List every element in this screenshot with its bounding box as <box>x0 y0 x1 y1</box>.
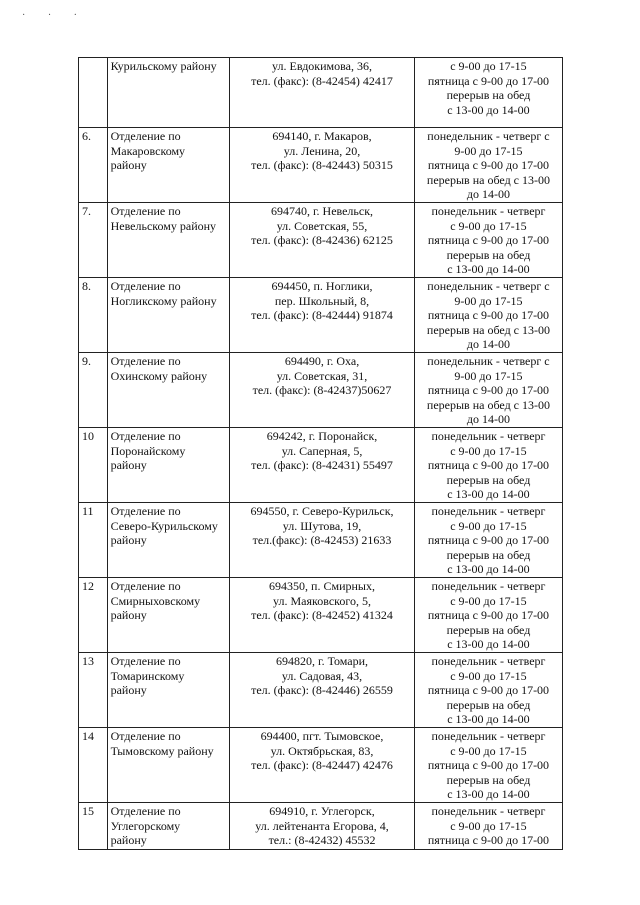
working-hours-line: до 14-00 <box>466 412 511 427</box>
working-hours-line: пятница с 9-00 до 17-00 <box>427 533 550 548</box>
row-number: 6. <box>79 128 108 203</box>
table-row <box>79 653 563 728</box>
working-hours-line: перерыв на обед <box>446 622 531 637</box>
working-hours-line: перерыв на обед <box>446 247 531 262</box>
working-hours-line: пятница с 9-00 до 17-00 <box>427 158 550 173</box>
address-cell <box>230 653 415 728</box>
department-name-cell <box>107 128 230 203</box>
working-hours-line: понедельник - четверг с <box>427 129 550 143</box>
working-hours-line: 9-00 до 17-15 <box>454 143 523 158</box>
department-name-cell <box>107 428 230 503</box>
address-cell <box>230 128 415 203</box>
address-cell <box>230 353 415 428</box>
department-name-line: Углегорскому <box>110 818 181 833</box>
department-name-line: Отделение по <box>110 729 181 743</box>
department-name-line: району <box>110 158 147 173</box>
working-hours-cell <box>414 353 562 428</box>
row-number: 10 <box>79 428 108 503</box>
address-line: ул. Евдокимова, 36, <box>272 59 372 73</box>
department-name-line: району <box>110 608 147 623</box>
working-hours-line: понедельник - четверг <box>431 579 546 593</box>
row-number: 12 <box>79 578 108 653</box>
row-number: 14 <box>79 728 108 803</box>
department-name-line: району <box>110 458 147 473</box>
working-hours-line: пятница с 9-00 до 17-00 <box>427 383 550 398</box>
department-name-cell <box>107 58 230 128</box>
working-hours-line: с 13-00 до 14-00 <box>447 487 530 502</box>
working-hours-line: понедельник - четверг <box>431 654 546 668</box>
department-name-line: Курильскому району <box>110 59 217 73</box>
working-hours-line: пятница с 9-00 до 17-00 <box>427 233 550 248</box>
working-hours-cell <box>414 128 562 203</box>
department-name-line: Ногликскому району <box>110 293 217 308</box>
row-number: 13 <box>79 653 108 728</box>
table-row <box>79 428 563 503</box>
department-name-cell <box>107 503 230 578</box>
address-line: ул. Садовая, 43, <box>281 668 363 683</box>
address-line: тел. (факс): (8-42444) 91874 <box>251 308 393 323</box>
address-line: ул. Шутова, 19, <box>282 518 362 533</box>
working-hours-line: с 13-00 до 14-00 <box>447 562 530 577</box>
address-cell <box>230 728 415 803</box>
working-hours-cell <box>414 728 562 803</box>
working-hours-line: с 9-00 до 17-15 <box>450 743 527 758</box>
table-row <box>79 728 563 803</box>
table-row <box>79 128 563 203</box>
department-name-line: Отделение по <box>110 429 181 443</box>
working-hours-line: с 9-00 до 17-15 <box>450 818 527 833</box>
address-cell <box>230 58 415 128</box>
address-line: тел. (факс): (8-42446) 26559 <box>251 683 393 698</box>
working-hours-line: с 9-00 до 17-15 <box>450 59 527 73</box>
address-cell <box>230 803 415 850</box>
table-row <box>79 503 563 578</box>
working-hours-cell <box>414 58 562 128</box>
working-hours-line: 9-00 до 17-15 <box>454 368 523 383</box>
address-line: тел. (факс): (8-42454) 42417 <box>251 73 393 88</box>
working-hours-cell <box>414 653 562 728</box>
address-line: тел. (факс): (8-42452) 41324 <box>251 608 393 623</box>
department-name-line: Отделение по <box>110 204 181 218</box>
row-number: 9. <box>79 353 108 428</box>
working-hours-line: перерыв на обед <box>446 772 531 787</box>
address-line: тел. (факс): (8-42443) 50315 <box>251 158 393 173</box>
working-hours-line: с 13-00 до 14-00 <box>447 787 530 802</box>
department-name-line: Смирныховскому <box>110 593 201 608</box>
table-row <box>79 58 563 128</box>
address-line: 694740, г. Невельск, <box>270 204 374 218</box>
row-number: 11 <box>79 503 108 578</box>
address-line: тел. (факс): (8-42431) 55497 <box>251 458 393 473</box>
working-hours-line: понедельник - четверг <box>431 429 546 443</box>
table-row <box>79 803 563 850</box>
working-hours-line: перерыв на обед <box>446 697 531 712</box>
working-hours-line: до 14-00 <box>466 187 511 202</box>
department-name-line: Поронайскому <box>110 443 186 458</box>
address-cell <box>230 428 415 503</box>
department-name-line: Отделение по <box>110 129 181 143</box>
working-hours-line: пятница с 9-00 до 17-00 <box>427 683 550 698</box>
working-hours-line: пятница с 9-00 до 17-00 <box>427 833 550 848</box>
working-hours-line: с 9-00 до 17-15 <box>450 218 527 233</box>
table-row <box>79 578 563 653</box>
address-line: 694350, п. Смирных, <box>269 579 375 593</box>
working-hours-line: пятница с 9-00 до 17-00 <box>427 758 550 773</box>
department-name-line: Отделение по <box>110 654 181 668</box>
working-hours-line: с 9-00 до 17-15 <box>450 443 527 458</box>
address-line: тел.(факс): (8-42453) 21633 <box>252 533 392 548</box>
table-row <box>79 353 563 428</box>
address-line: ул. Советская, 31, <box>276 368 368 383</box>
working-hours-line: перерыв на обед <box>446 88 531 103</box>
working-hours-cell <box>414 428 562 503</box>
working-hours-line: пятница с 9-00 до 17-00 <box>427 73 550 88</box>
working-hours-line: с 13-00 до 14-00 <box>447 637 530 652</box>
working-hours-line: до 14-00 <box>466 337 511 352</box>
working-hours-line: понедельник - четверг с <box>427 354 550 368</box>
working-hours-line: с 9-00 до 17-15 <box>450 518 527 533</box>
address-line: 694550, г. Северо-Курильск, <box>250 504 394 518</box>
address-line: тел. (факс): (8-42437)50627 <box>252 383 392 398</box>
working-hours-line: понедельник - четверг <box>431 804 546 818</box>
working-hours-cell <box>414 503 562 578</box>
working-hours-line: пятница с 9-00 до 17-00 <box>427 308 550 323</box>
working-hours-line: перерыв на обед <box>446 547 531 562</box>
department-name-cell <box>107 653 230 728</box>
address-cell <box>230 203 415 278</box>
department-name-line: Отделение по <box>110 504 181 518</box>
department-name-line: Отделение по <box>110 354 181 368</box>
working-hours-line: понедельник - четверг с <box>427 279 550 293</box>
address-line: тел.: (8-42432) 45532 <box>268 833 376 848</box>
address-line: ул. Советская, 55, <box>276 218 368 233</box>
working-hours-cell <box>414 803 562 850</box>
working-hours-cell <box>414 278 562 353</box>
working-hours-line: пятница с 9-00 до 17-00 <box>427 608 550 623</box>
department-name-cell <box>107 353 230 428</box>
row-number: 15 <box>79 803 108 850</box>
table-body <box>79 58 563 850</box>
address-line: тел. (факс): (8-42436) 62125 <box>251 233 393 248</box>
departments-table <box>78 57 563 850</box>
department-name-line: Северо-Курильскому <box>110 518 218 533</box>
address-line: тел. (факс): (8-42447) 42476 <box>251 758 393 773</box>
table-row <box>79 278 563 353</box>
address-line: 694400, пгт. Тымовское, <box>260 729 384 743</box>
department-name-cell <box>107 278 230 353</box>
department-name-line: Отделение по <box>110 279 181 293</box>
address-line: 694490, г. Оха, <box>284 354 360 368</box>
address-line: 694450, п. Ноглики, <box>271 279 373 293</box>
department-name-line: району <box>110 683 147 698</box>
address-cell <box>230 278 415 353</box>
row-number <box>79 58 108 128</box>
department-name-line: Макаровскому <box>110 143 186 158</box>
address-line: пер. Школьный, 8, <box>274 293 370 308</box>
working-hours-line: перерыв на обед с 13-00 <box>426 322 550 337</box>
department-name-cell <box>107 578 230 653</box>
department-name-line: Охинскому району <box>110 368 208 383</box>
department-name-line: Томаринскому <box>110 668 185 683</box>
working-hours-line: с 9-00 до 17-15 <box>450 668 527 683</box>
department-name-cell <box>107 728 230 803</box>
address-cell <box>230 578 415 653</box>
address-line: ул. Октябрьская, 83, <box>270 743 374 758</box>
department-name-line: Отделение по <box>110 804 181 818</box>
working-hours-line: перерыв на обед с 13-00 <box>426 397 550 412</box>
address-line: ул. Маяковского, 5, <box>273 593 371 608</box>
department-name-line: Отделение по <box>110 579 181 593</box>
address-cell <box>230 503 415 578</box>
working-hours-cell <box>414 203 562 278</box>
address-line: ул. Саперная, 5, <box>281 443 363 458</box>
working-hours-line: понедельник - четверг <box>431 504 546 518</box>
address-line: 694242, г. Поронайск, <box>266 429 378 443</box>
department-name-line: Тымовскому району <box>110 743 214 758</box>
working-hours-line: с 9-00 до 17-15 <box>450 593 527 608</box>
address-line: 694820, г. Томари, <box>276 654 369 668</box>
address-line: 694910, г. Углегорск, <box>269 804 375 818</box>
department-name-line: району <box>110 533 147 548</box>
department-name-line: Невельскому району <box>110 218 217 233</box>
working-hours-line: 9-00 до 17-15 <box>454 293 523 308</box>
address-line: ул. Ленина, 20, <box>283 143 361 158</box>
working-hours-line: перерыв на обед <box>446 472 531 487</box>
working-hours-line: понедельник - четверг <box>431 204 546 218</box>
row-number: 7. <box>79 203 108 278</box>
address-line: ул. лейтенанта Егорова, 4, <box>255 818 389 833</box>
working-hours-line: с 13-00 до 14-00 <box>447 262 530 277</box>
department-name-cell <box>107 203 230 278</box>
working-hours-line: понедельник - четверг <box>431 729 546 743</box>
department-name-cell <box>107 803 230 850</box>
row-number: 8. <box>79 278 108 353</box>
working-hours-line: с 13-00 до 14-00 <box>447 102 530 117</box>
scan-specks: · · · <box>22 10 87 21</box>
working-hours-cell <box>414 578 562 653</box>
department-name-line: району <box>110 833 147 848</box>
table-row <box>79 203 563 278</box>
working-hours-line: перерыв на обед с 13-00 <box>426 172 550 187</box>
working-hours-line: пятница с 9-00 до 17-00 <box>427 458 550 473</box>
working-hours-line: с 13-00 до 14-00 <box>447 712 530 727</box>
address-line: 694140, г. Макаров, <box>272 129 372 143</box>
